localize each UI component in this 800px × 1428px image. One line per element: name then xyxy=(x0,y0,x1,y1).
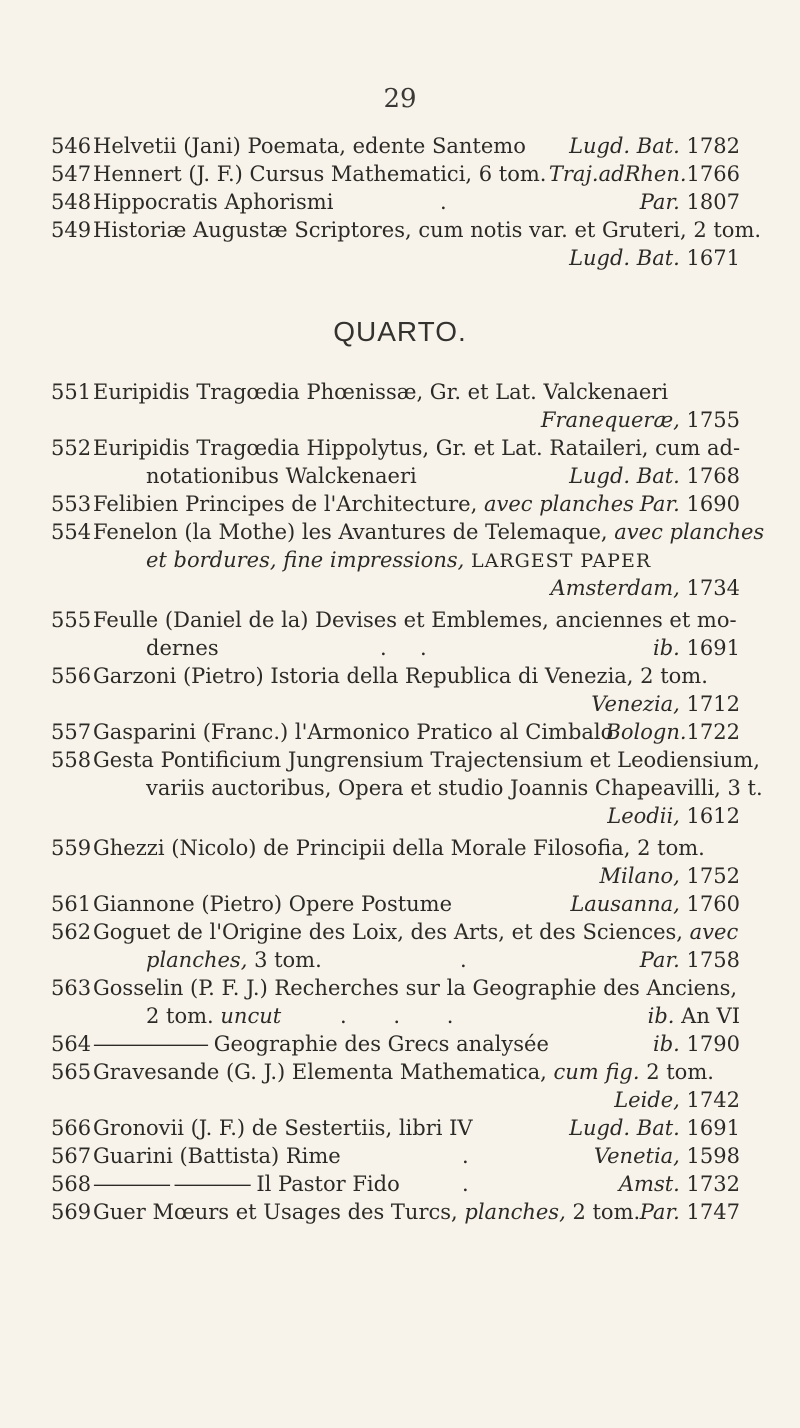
imprint xyxy=(569,244,740,272)
entry-title: Ghezzi (Nicolo) de Principii della Morale Filosofia, 2 tom. xyxy=(93,836,705,860)
imprint xyxy=(640,946,740,974)
imprint-year: 1766 xyxy=(686,162,740,186)
imprint xyxy=(640,1198,740,1226)
imprint-place: Par. xyxy=(639,492,680,516)
entry-title: Hippocratis Aphorismi xyxy=(93,190,334,214)
imprint-place: Lugd. Bat. xyxy=(569,134,680,158)
lot-number: 564 xyxy=(51,1032,92,1056)
imprint-year: 1734 xyxy=(686,576,740,600)
lot-number: 566 xyxy=(51,1116,92,1140)
volumes: 2 tom. xyxy=(572,1200,641,1224)
imprint-year: 1752 xyxy=(686,864,740,888)
imprint-year: 1768 xyxy=(686,464,740,488)
entry-title: Giannone (Pietro) Opere Postume xyxy=(93,892,453,916)
lot-number: 565 xyxy=(51,1060,92,1084)
imprint xyxy=(607,802,740,830)
imprint-place: Leide, xyxy=(614,1088,680,1112)
lot-number: 555 xyxy=(51,608,92,632)
format-note: cum fig. xyxy=(553,1060,640,1084)
condition-note: uncut xyxy=(220,1004,282,1028)
imprint xyxy=(640,490,740,518)
entry-title: Garzoni (Pietro) Istoria della Republica di Venezia, 2 tom. xyxy=(93,664,708,688)
imprint-place: Bologn. xyxy=(605,720,687,744)
leader-dot: . xyxy=(462,1172,469,1196)
paper-note: LARGEST PAPER xyxy=(470,550,652,572)
title-text: Il Pastor Fido xyxy=(256,1172,400,1196)
imprint-place: ib. xyxy=(653,636,680,660)
imprint xyxy=(549,160,740,188)
lot-number: 563 xyxy=(51,976,92,1000)
imprint xyxy=(605,718,740,746)
lot-number: 562 xyxy=(51,920,92,944)
imprint-place: ib. xyxy=(653,1032,680,1056)
imprint-year: 1722 xyxy=(686,720,740,744)
imprint-year: 1742 xyxy=(686,1088,740,1112)
imprint-place: Lugd. Bat. xyxy=(569,464,680,488)
imprint-place: ib. xyxy=(647,1004,675,1028)
lot-number: 547 xyxy=(51,162,92,186)
imprint-year: 1598 xyxy=(686,1144,740,1168)
imprint-year: 1732 xyxy=(686,1172,740,1196)
ditto-dash: —————— xyxy=(93,1032,207,1056)
entry-continuation: dernes xyxy=(146,636,219,660)
lot-number: 553 xyxy=(51,492,92,516)
lot-number: 546 xyxy=(51,134,92,158)
format-note: avec planches xyxy=(483,492,634,516)
imprint-place: Amst. xyxy=(618,1172,680,1196)
lot-number: 557 xyxy=(51,720,92,744)
format-note: planches, xyxy=(146,948,248,972)
entry-title xyxy=(93,518,764,546)
imprint-place: Par. xyxy=(639,1200,680,1224)
entry-title: Hennert (J. F.) Cursus Mathematici, 6 tom. xyxy=(93,162,547,186)
imprint xyxy=(614,1086,740,1114)
entry-title: Euripidis Tragœdia Phœnissæ, Gr. et Lat. Valckenaeri xyxy=(93,380,669,404)
imprint-year: 1690 xyxy=(686,492,740,516)
entry-title xyxy=(93,918,738,946)
section-title: QUARTO. xyxy=(333,316,467,347)
imprint xyxy=(591,690,740,718)
imprint xyxy=(600,862,740,890)
title-text: Goguet de l'Origine des Loix, des Arts, et des Sciences, xyxy=(93,920,683,944)
imprint-place: Par. xyxy=(639,190,680,214)
entry-title xyxy=(93,490,634,518)
entry-continuation: notationibus Walckenaeri xyxy=(146,464,417,488)
lot-number: 567 xyxy=(51,1144,92,1168)
imprint xyxy=(640,188,740,216)
imprint xyxy=(541,406,740,434)
leader-dot: . xyxy=(460,948,467,972)
entry-title: Euripidis Tragœdia Hippolytus, Gr. et Lat. Rataileri, cum ad- xyxy=(93,436,741,460)
entry-title: Helvetii (Jani) Poemata, edente Santemo xyxy=(93,134,526,158)
imprint-year: 1760 xyxy=(686,892,740,916)
imprint-year: 1790 xyxy=(686,1032,740,1056)
imprint-place: Venetia, xyxy=(593,1144,680,1168)
entry-continuation xyxy=(146,946,322,974)
imprint-year: 1747 xyxy=(686,1200,740,1224)
imprint-place: Lugd. Bat. xyxy=(569,1116,680,1140)
lot-number: 556 xyxy=(51,664,92,688)
lot-number: 569 xyxy=(51,1200,92,1224)
imprint-year: 1691 xyxy=(686,636,740,660)
imprint-year: 1782 xyxy=(686,134,740,158)
lot-number: 549 xyxy=(51,218,92,242)
entry-title: Historiæ Augustæ Scriptores, cum notis var. et Gruteri, 2 tom. xyxy=(93,218,762,242)
format-note: avec xyxy=(689,920,739,944)
imprint xyxy=(653,1030,740,1058)
entry-title: Gasparini (Franc.) l'Armonico Pratico al Cimbalo xyxy=(93,720,614,744)
entry-title xyxy=(93,1198,640,1226)
format-note: avec planches xyxy=(614,520,765,544)
leader-dot: . xyxy=(462,1144,469,1168)
lot-number: 561 xyxy=(51,892,92,916)
imprint xyxy=(570,890,740,918)
lot-number: 568 xyxy=(51,1172,92,1196)
format-note: planches, xyxy=(464,1200,566,1224)
imprint-year: 1807 xyxy=(686,190,740,214)
lot-number: 558 xyxy=(51,748,92,772)
entry-title: Feulle (Daniel de la) Devises et Emblemes, anciennes et mo- xyxy=(93,608,737,632)
imprint-place: Par. xyxy=(639,948,680,972)
imprint xyxy=(551,574,740,602)
entry-title xyxy=(93,1170,400,1198)
title-text: Fenelon (la Mothe) les Avantures de Telemaque, xyxy=(93,520,608,544)
lot-number: 559 xyxy=(51,836,92,860)
imprint xyxy=(653,634,740,662)
imprint-year: 1691 xyxy=(686,1116,740,1140)
imprint xyxy=(594,1142,740,1170)
title-text: Gravesande (G. J.) Elementa Mathematica, xyxy=(93,1060,547,1084)
ditto-dash: ———— ———— xyxy=(93,1172,250,1196)
entry-continuation: variis auctoribus, Opera et studio Joannis Chapeavilli, 3 t. xyxy=(146,776,763,800)
entry-title: Gosselin (P. F. J.) Recherches sur la Geographie des Anciens, xyxy=(93,976,738,1000)
title-text: Geographie des Grecs analysée xyxy=(213,1032,549,1056)
page-number: 29 xyxy=(383,84,417,114)
entry-continuation xyxy=(146,546,651,575)
imprint-place: Lausanna, xyxy=(570,892,680,916)
volumes: 2 tom. xyxy=(146,1004,214,1028)
imprint-place: Lugd. Bat. xyxy=(569,246,680,270)
title-text: Guer Mœurs et Usages des Turcs, xyxy=(93,1200,458,1224)
imprint-place: Traj.adRhen. xyxy=(548,162,687,186)
leader-dot: . xyxy=(440,190,447,214)
leader-dots: . . xyxy=(380,636,427,660)
entry-title xyxy=(93,1030,549,1058)
leader-dots: . . . xyxy=(340,1004,454,1028)
entry-title: Guarini (Battista) Rime xyxy=(93,1144,341,1168)
entry-title: Gesta Pontificium Jungrensium Trajectensium et Leodiensium, xyxy=(93,748,760,772)
imprint-place: Leodii, xyxy=(607,804,680,828)
imprint xyxy=(569,132,740,160)
imprint xyxy=(648,1002,740,1030)
imprint-year: 1712 xyxy=(686,692,740,716)
lot-number: 554 xyxy=(51,520,92,544)
imprint-year: 1671 xyxy=(686,246,740,270)
volumes: 2 tom. xyxy=(646,1060,714,1084)
entry-continuation xyxy=(146,1002,281,1030)
entry-title: Gronovii (J. F.) de Sestertiis, libri IV xyxy=(93,1116,473,1140)
imprint-place: Franequeræ, xyxy=(540,408,680,432)
lot-number: 552 xyxy=(51,436,92,460)
imprint-year: An VI xyxy=(681,1004,740,1028)
imprint-year: 1758 xyxy=(686,948,740,972)
lot-number: 551 xyxy=(51,380,92,404)
title-text: Felibien Principes de l'Architecture, xyxy=(93,492,478,516)
imprint xyxy=(619,1170,740,1198)
imprint-year: 1755 xyxy=(686,408,740,432)
imprint-place: Venezia, xyxy=(591,692,680,716)
imprint-place: Milano, xyxy=(599,864,680,888)
imprint-year: 1612 xyxy=(686,804,740,828)
imprint-place: Amsterdam, xyxy=(550,576,680,600)
imprint xyxy=(569,1114,740,1142)
lot-number: 548 xyxy=(51,190,92,214)
imprint xyxy=(569,462,740,490)
format-note: et bordures, fine impressions, xyxy=(146,548,465,572)
entry-title xyxy=(93,1058,714,1086)
volumes: 3 tom. xyxy=(254,948,322,972)
